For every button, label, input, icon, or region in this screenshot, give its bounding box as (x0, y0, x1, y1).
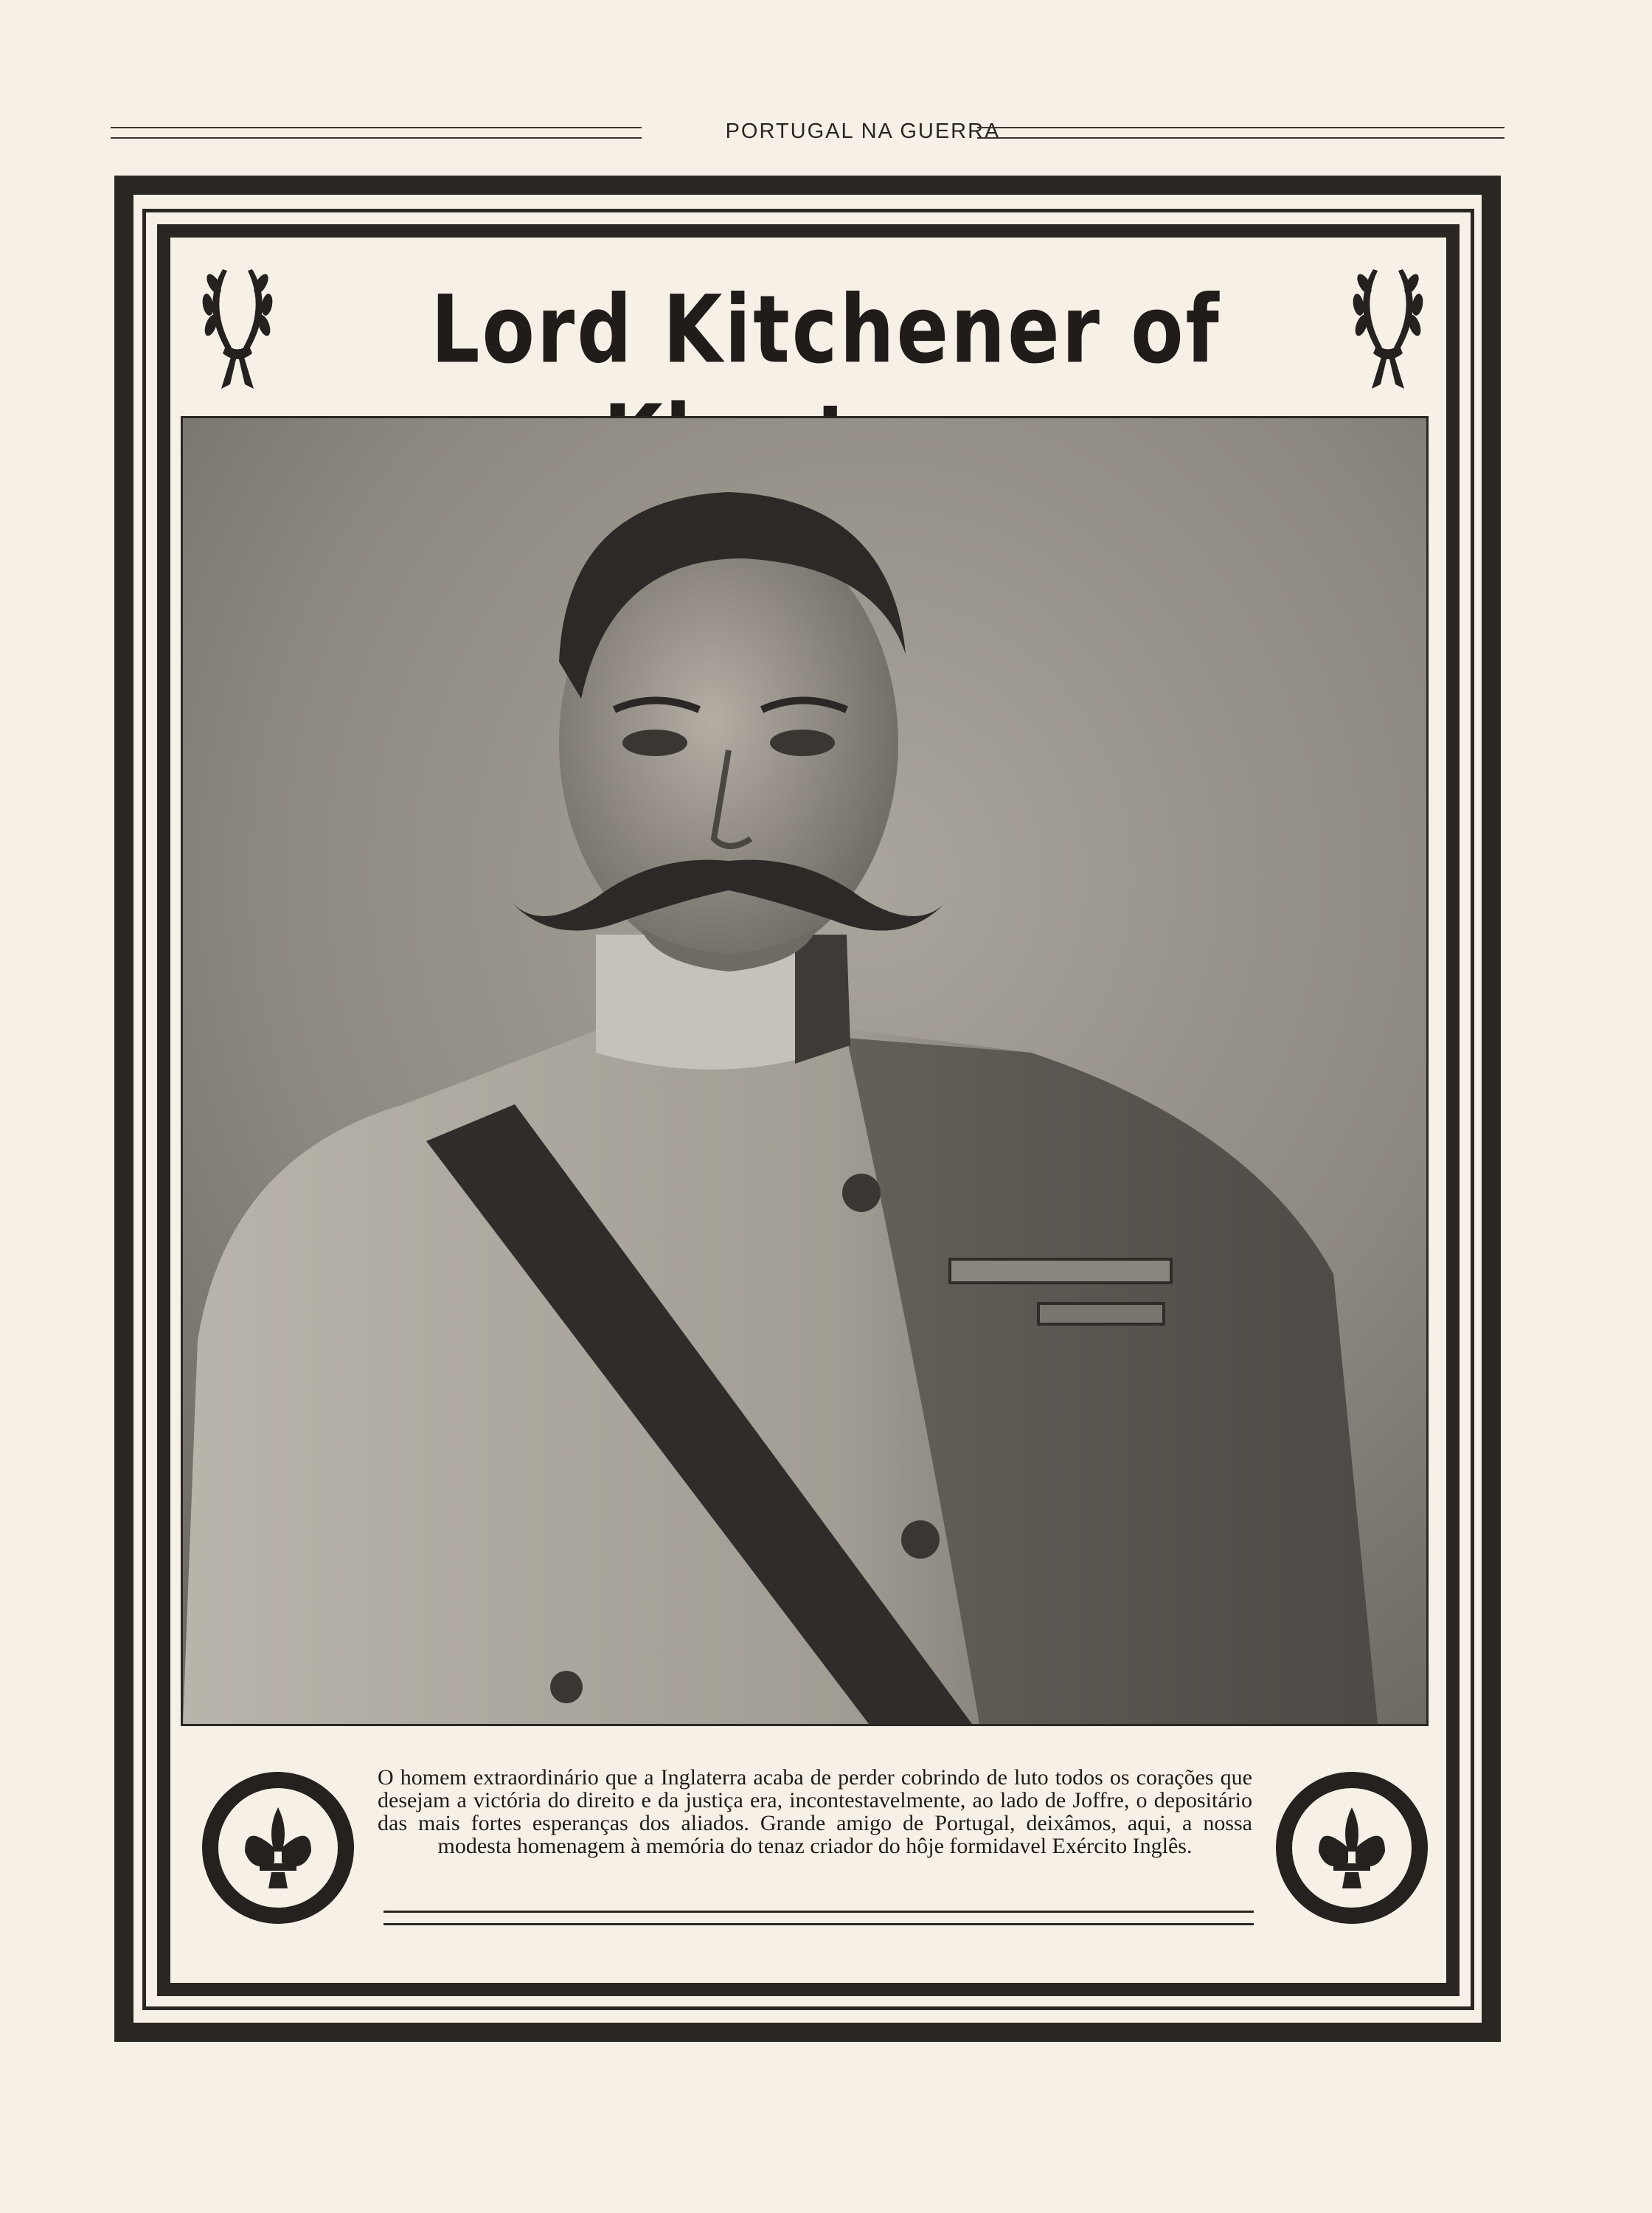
laurel-wreath-icon (193, 262, 282, 395)
fleur-de-lis-emblem-icon (1274, 1770, 1429, 1925)
page-title: Lord Kitchener of (431, 274, 1221, 384)
running-title: PORTUGAL NA GUERRA (725, 120, 1001, 143)
caption-double-rule (384, 1911, 1254, 1925)
laurel-wreath-icon (1344, 262, 1432, 395)
caption-text: O homem extraordinário que a Inglaterra acaba de perder cobrindo de luto todos os corações que desejam a victória do direito e da justiça era, incontestavelmente, ao lado de Joffre, o depositário das mais fortes esperanças dos aliados. Grande amigo de Portugal, deixâmos, aqui, a nossa modesta homenagem à memória do tenaz criador do hôje formidavel Exército Inglês. (378, 1765, 1252, 1858)
running-header (111, 117, 1504, 152)
header-rule-right (977, 127, 1504, 139)
header-rule-left (111, 127, 642, 139)
fleur-de-lis-emblem-icon (201, 1770, 355, 1925)
portrait-image (181, 416, 1429, 1726)
